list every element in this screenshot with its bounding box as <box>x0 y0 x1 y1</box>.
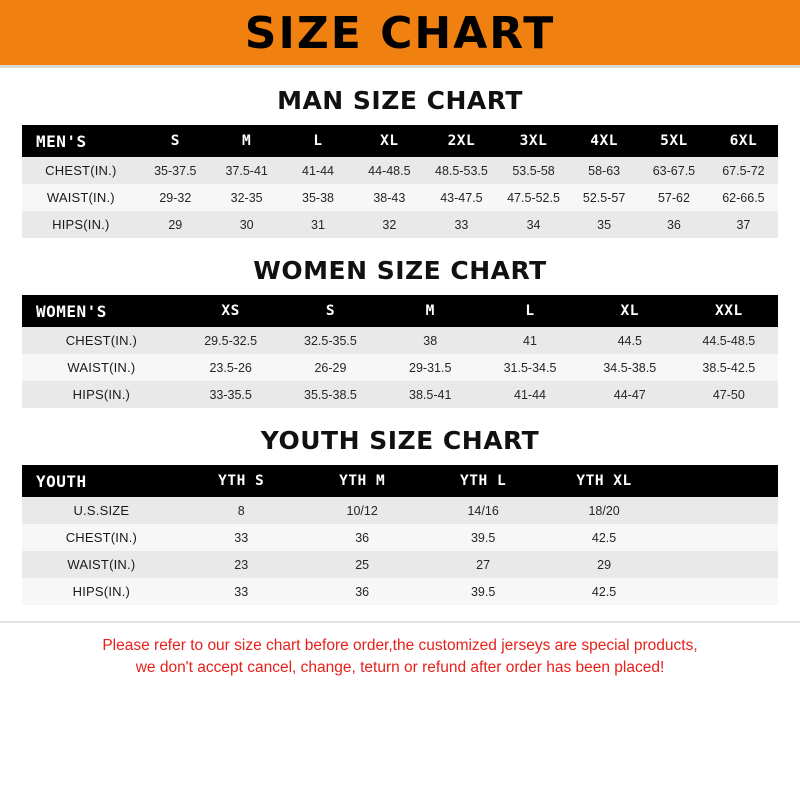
page-title: SIZE CHART <box>244 8 556 59</box>
cell: 34 <box>526 217 541 232</box>
col-header-womens: WOMEN'S <box>36 301 107 321</box>
col-header-men: MEN'S <box>36 131 87 151</box>
cell: 48.5-53.5 <box>435 163 488 178</box>
cell: 33 <box>234 530 249 545</box>
cell: 44.5 <box>617 333 642 348</box>
cell: 29-31.5 <box>409 360 452 375</box>
col-header-5xl: 5XL <box>660 133 688 149</box>
table-row <box>22 184 778 211</box>
cell: 47-50 <box>712 387 745 402</box>
cell: 63-67.5 <box>652 163 696 178</box>
cell: 44.5-48.5 <box>702 333 756 348</box>
cell: 62-66.5 <box>722 190 765 205</box>
cell: 43-47.5 <box>440 190 483 205</box>
cell: 34.5-38.5 <box>603 360 657 375</box>
cell <box>665 578 778 605</box>
cell: 29 <box>597 557 612 572</box>
cell: 35-38 <box>302 190 334 205</box>
cell <box>665 551 778 578</box>
cell: 35 <box>597 217 612 232</box>
col-header-yth-l: YTH L <box>460 473 507 489</box>
table-header-row <box>22 125 778 157</box>
col-header-s: S <box>170 133 180 149</box>
col-header-yth-m: YTH M <box>339 473 386 489</box>
cell: 27 <box>476 557 491 572</box>
col-header-4xl: 4XL <box>590 133 618 149</box>
cell: 67.5-72 <box>722 163 765 178</box>
cell: 44-48.5 <box>368 163 411 178</box>
cell: 8 <box>237 503 245 518</box>
row-label-chest: CHEST(IN.) <box>65 530 138 545</box>
row-label-chest: CHEST(IN.) <box>45 163 117 178</box>
table-row <box>22 211 778 238</box>
row-label-us-size: U.S.SIZE <box>73 503 130 518</box>
row-label-waist: WAIST(IN.) <box>67 557 136 572</box>
women-size-table <box>22 295 778 408</box>
row-label-waist: WAIST(IN.) <box>46 190 115 205</box>
cell: 14/16 <box>467 503 499 518</box>
cell: 53.5-58 <box>512 163 555 178</box>
cell: 31.5-34.5 <box>503 360 557 375</box>
cell: 37.5-41 <box>225 163 268 178</box>
cell: 37 <box>736 217 751 232</box>
row-label-chest: CHEST(IN.) <box>65 333 138 348</box>
cell: 47.5-52.5 <box>507 190 560 205</box>
col-header-empty <box>665 465 778 497</box>
col-header-l: L <box>525 303 535 319</box>
disclaimer-line-2: we don't accept cancel, change, teturn or refund after order has been placed! <box>135 659 665 677</box>
cell: 35-37.5 <box>154 163 197 178</box>
cell: 36 <box>355 584 370 599</box>
cell: 33 <box>234 584 249 599</box>
disclaimer-line-1: Please refer to our size chart before order,the customized jerseys are special products, <box>102 637 698 654</box>
cell: 41-44 <box>514 387 546 402</box>
cell: 42.5 <box>591 530 617 545</box>
youth-size-table <box>22 465 778 605</box>
cell: 32-35 <box>230 190 263 205</box>
cell: 33-35.5 <box>209 387 252 402</box>
col-header-6xl: 6XL <box>729 133 758 149</box>
cell: 31 <box>311 217 325 232</box>
cell: 29.5-32.5 <box>204 333 258 348</box>
cell: 58-63 <box>588 163 621 178</box>
cell: 41 <box>523 333 537 348</box>
header-banner <box>0 0 800 68</box>
col-header-xl: XL <box>620 303 640 319</box>
col-header-l: L <box>313 133 323 149</box>
cell: 10/12 <box>346 503 378 518</box>
section-title-youth: YOUTH SIZE CHART <box>260 426 540 455</box>
cell: 25 <box>355 557 370 572</box>
col-header-m: M <box>425 303 435 319</box>
cell: 38 <box>423 333 438 348</box>
table-row <box>22 327 778 354</box>
table-header-row <box>22 295 778 327</box>
table-row <box>22 497 778 524</box>
men-size-table <box>22 125 778 238</box>
table-row <box>22 354 778 381</box>
cell: 26-29 <box>314 360 347 375</box>
disclaimer-note <box>0 621 800 680</box>
cell: 32 <box>382 217 397 232</box>
table-row <box>22 524 778 551</box>
cell: 42.5 <box>591 584 617 599</box>
cell: 29 <box>168 217 183 232</box>
col-header-xs: XS <box>221 303 240 319</box>
cell <box>665 524 778 551</box>
chart-content <box>0 86 800 605</box>
cell: 36 <box>666 217 681 232</box>
table-row <box>22 157 778 184</box>
col-header-yth-xl: YTH XL <box>576 473 632 489</box>
table-row <box>22 381 778 408</box>
cell: 39.5 <box>470 584 496 599</box>
col-header-2xl: 2XL <box>447 133 476 149</box>
cell <box>665 497 778 524</box>
cell: 44-47 <box>613 387 646 402</box>
col-header-m: M <box>242 133 252 149</box>
col-header-youth: YOUTH <box>36 471 87 491</box>
table-header-row <box>22 465 778 497</box>
cell: 52.5-57 <box>582 190 626 205</box>
cell: 38.5-41 <box>409 387 452 402</box>
cell: 36 <box>355 530 370 545</box>
col-header-yth-s: YTH S <box>218 473 265 489</box>
section-title-women: WOMEN SIZE CHART <box>253 256 547 285</box>
row-label-hips: HIPS(IN.) <box>72 387 131 402</box>
table-row <box>22 551 778 578</box>
row-label-hips: HIPS(IN.) <box>72 584 131 599</box>
cell: 39.5 <box>470 530 496 545</box>
cell: 30 <box>239 217 254 232</box>
col-header-3xl: 3XL <box>519 133 548 149</box>
cell: 57-62 <box>657 190 690 205</box>
cell: 35.5-38.5 <box>304 387 357 402</box>
cell: 38.5-42.5 <box>702 360 756 375</box>
cell: 23.5-26 <box>209 360 252 375</box>
col-header-s: S <box>325 303 336 319</box>
cell: 33 <box>454 217 469 232</box>
col-header-xl: XL <box>380 133 399 149</box>
row-label-waist: WAIST(IN.) <box>67 360 136 375</box>
col-header-xxl: XXL <box>714 303 743 319</box>
cell: 23 <box>234 557 249 572</box>
table-row <box>22 578 778 605</box>
row-label-hips: HIPS(IN.) <box>52 217 110 232</box>
cell: 29-32 <box>159 190 192 205</box>
cell: 18/20 <box>588 503 620 518</box>
section-title-men: MAN SIZE CHART <box>277 86 523 115</box>
cell: 38-43 <box>373 190 406 205</box>
cell: 41-44 <box>302 163 334 178</box>
cell: 32.5-35.5 <box>304 333 357 348</box>
